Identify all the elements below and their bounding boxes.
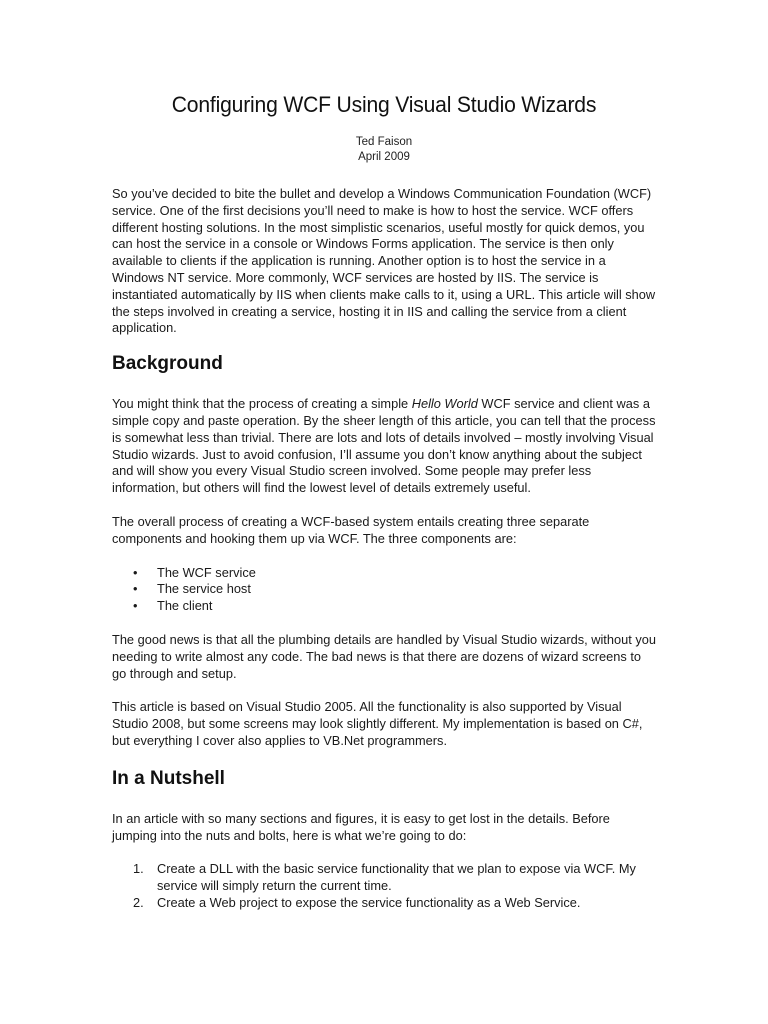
list-item-text: The service host — [157, 581, 251, 597]
step-text: Create a Web project to expose the service functionality as a Web Service. — [157, 894, 581, 910]
byline — [112, 135, 656, 165]
list-item-text: The client — [157, 598, 213, 614]
bullet-icon: • — [133, 564, 138, 580]
list-item — [133, 564, 656, 582]
bullet-icon: • — [133, 598, 138, 614]
list-item — [133, 861, 656, 895]
background-p1-start: You might think that the process of creating a simple — [112, 396, 412, 412]
author-name: Ted Faison — [355, 136, 413, 148]
step-number: 2. — [133, 894, 144, 910]
nutshell-paragraph-1: In an article with so many sections and figures, it is easy to get lost in the details. Before jumping into the nuts and bolts, here is what we’re going to do: — [112, 810, 610, 843]
nutshell-heading: In a Nutshell — [112, 767, 225, 789]
step-number: 1. — [133, 861, 144, 877]
background-paragraph-3: The good news is that all the plumbing details are handled by Visual Studio wizards, without you needing to write almost any code. The bad news is that there are dozens of wizard screens to go through and setup. — [112, 631, 656, 681]
components-list — [112, 565, 656, 615]
document-title: Configuring WCF Using Visual Studio Wizards — [171, 92, 597, 117]
background-p1-end: WCF service and client was a simple copy and paste operation. By the sheer length of this article, you can tell that the process is somewhat less than trivial. There are lots and lots of details involved – mostly involving Visual Studio wizards. Just to avoid confusion, I’ll assume you don’t know anything about the subject and will show you every Visual Studio screen involved. Some people may prefer less information, but others will find the lowest level of details extremely useful. — [112, 396, 656, 496]
background-paragraph-4: This article is based on Visual Studio 2005. All the functionality is also supported by Visual Studio 2008, but some screens may look slightly different. My implementation is based on C#, but everything I cover also applies to VB.Net programmers. — [112, 699, 643, 748]
step-text: Create a DLL with the basic service functionality that we plan to expose via WCF. My service will simply return the current time. — [157, 861, 636, 894]
intro-paragraph: So you’ve decided to bite the bullet and develop a Windows Communication Foundation (WCF) service. One of the first decisions you’ll need to make is how to host the service. WCF offers different hosting solutions. In the most simplistic scenarios, useful mostly for quick demos, you can host the service in a console or Windows Forms application. The service is then only available to clients if the application is running. Another option is to host the service in a Windows NT service. More commonly, WCF services are hosted by IIS. The service is instantiated automatically by IIS when clients make calls to it, using a URL. This article will show the steps involved in creating a service, hosting it in IIS and calling the service from a client application. — [112, 186, 656, 336]
publication-date: April 2009 — [358, 151, 410, 163]
steps-list — [112, 861, 656, 911]
background-paragraph-1 — [112, 396, 656, 497]
background-heading: Background — [112, 353, 223, 375]
bullet-icon: • — [133, 581, 138, 597]
list-item — [133, 581, 656, 598]
list-item-text: The WCF service — [157, 564, 256, 580]
hello-world-emphasis: Hello World — [411, 396, 478, 412]
list-item — [133, 598, 656, 615]
background-paragraph-2: The overall process of creating a WCF-based system entails creating three separate components and hooking them up via WCF. The three components are: — [112, 513, 590, 546]
list-item — [133, 894, 656, 912]
